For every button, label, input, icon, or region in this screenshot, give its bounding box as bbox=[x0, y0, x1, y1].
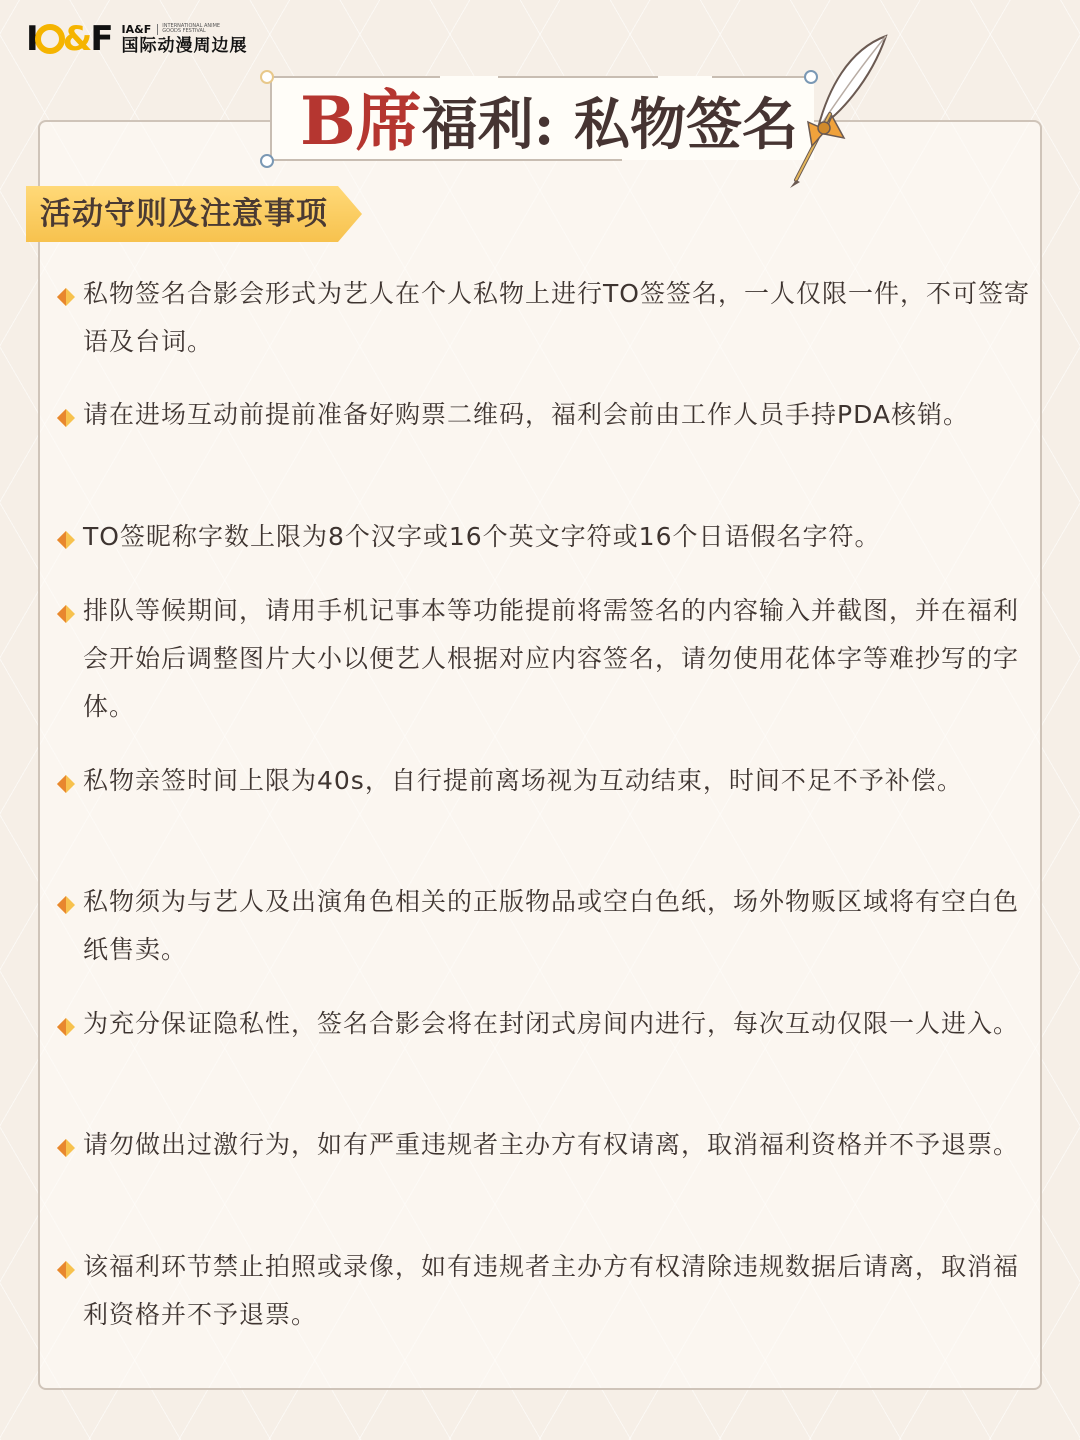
quill-feather-icon bbox=[778, 30, 898, 190]
diamond-bullet-icon bbox=[56, 530, 76, 550]
diamond-bullet-icon bbox=[56, 604, 76, 624]
diamond-bullet-icon bbox=[56, 1138, 76, 1158]
diamond-bullet-icon bbox=[56, 287, 76, 307]
logo-subtitle: INTERNATIONAL ANIME GOODS FESTIVAL bbox=[157, 24, 232, 35]
rule-item bbox=[56, 587, 1036, 731]
rule-item bbox=[56, 391, 1036, 439]
page-title bbox=[300, 82, 798, 160]
rule-text: 私物须为与艺人及出演角色相关的正版物品或空白色纸，场外物贩区域将有空白色纸售卖。 bbox=[83, 887, 1020, 964]
title-rest: 福利: 私物签名 bbox=[421, 92, 798, 158]
rule-item bbox=[56, 757, 1036, 805]
logo-name-cn: 国际动漫周边展 bbox=[121, 35, 248, 56]
rule-text: 请勿做出过激行为，如有严重违规者主办方有权请离，取消福利资格并不予退票。 bbox=[83, 1130, 1020, 1159]
rule-item bbox=[56, 1243, 1036, 1339]
diamond-bullet-icon bbox=[56, 1260, 76, 1280]
logo-mark: I & F bbox=[26, 19, 112, 59]
rule-item bbox=[56, 270, 1036, 366]
rule-text: TO签昵称字数上限为8个汉字或16个英文字符或16个日语假名字符。 bbox=[83, 522, 881, 551]
diamond-bullet-icon bbox=[56, 774, 76, 794]
iagf-logo bbox=[26, 18, 248, 60]
rule-item bbox=[56, 1000, 1036, 1048]
rule-text: 为充分保证隐私性，签名合影会将在封闭式房间内进行，每次互动仅限一人进入。 bbox=[83, 1009, 1020, 1038]
rule-text: 该福利环节禁止拍照或录像，如有违规者主办方有权清除违规数据后请离，取消福利资格并不予退票。 bbox=[83, 1252, 1020, 1329]
rule-item bbox=[56, 878, 1036, 974]
title-line-top-left bbox=[272, 76, 440, 78]
title-prefix: B席 bbox=[300, 82, 422, 160]
diamond-bullet-icon bbox=[56, 1017, 76, 1037]
title-dot-bottom-left bbox=[260, 154, 274, 168]
section-tag-label: 活动守则及注意事项 bbox=[40, 196, 328, 232]
title-dot-top-left bbox=[260, 70, 274, 84]
diamond-bullet-icon bbox=[56, 408, 76, 428]
rule-item bbox=[56, 513, 1036, 561]
diamond-bullet-icon bbox=[56, 895, 76, 915]
rule-text: 私物签名合影会形式为艺人在个人私物上进行TO签签名，一人仅限一件，不可签寄语及台词。 bbox=[83, 279, 1030, 356]
rule-text: 请在进场互动前提前准备好购票二维码，福利会前由工作人员手持PDA核销。 bbox=[83, 400, 969, 429]
rule-text: 私物亲签时间上限为40s，自行提前离场视为互动结束，时间不足不予补偿。 bbox=[83, 766, 963, 795]
rule-text: 排队等候期间，请用手机记事本等功能提前将需签名的内容输入并截图，并在福利会开始后调整图片大小以便艺人根据对应内容签名，请勿使用花体字等难抄写的字体。 bbox=[83, 596, 1020, 721]
rule-item bbox=[56, 1121, 1036, 1169]
title-line-top-mid bbox=[498, 76, 658, 78]
logo-abbr: IA&F bbox=[121, 22, 152, 36]
